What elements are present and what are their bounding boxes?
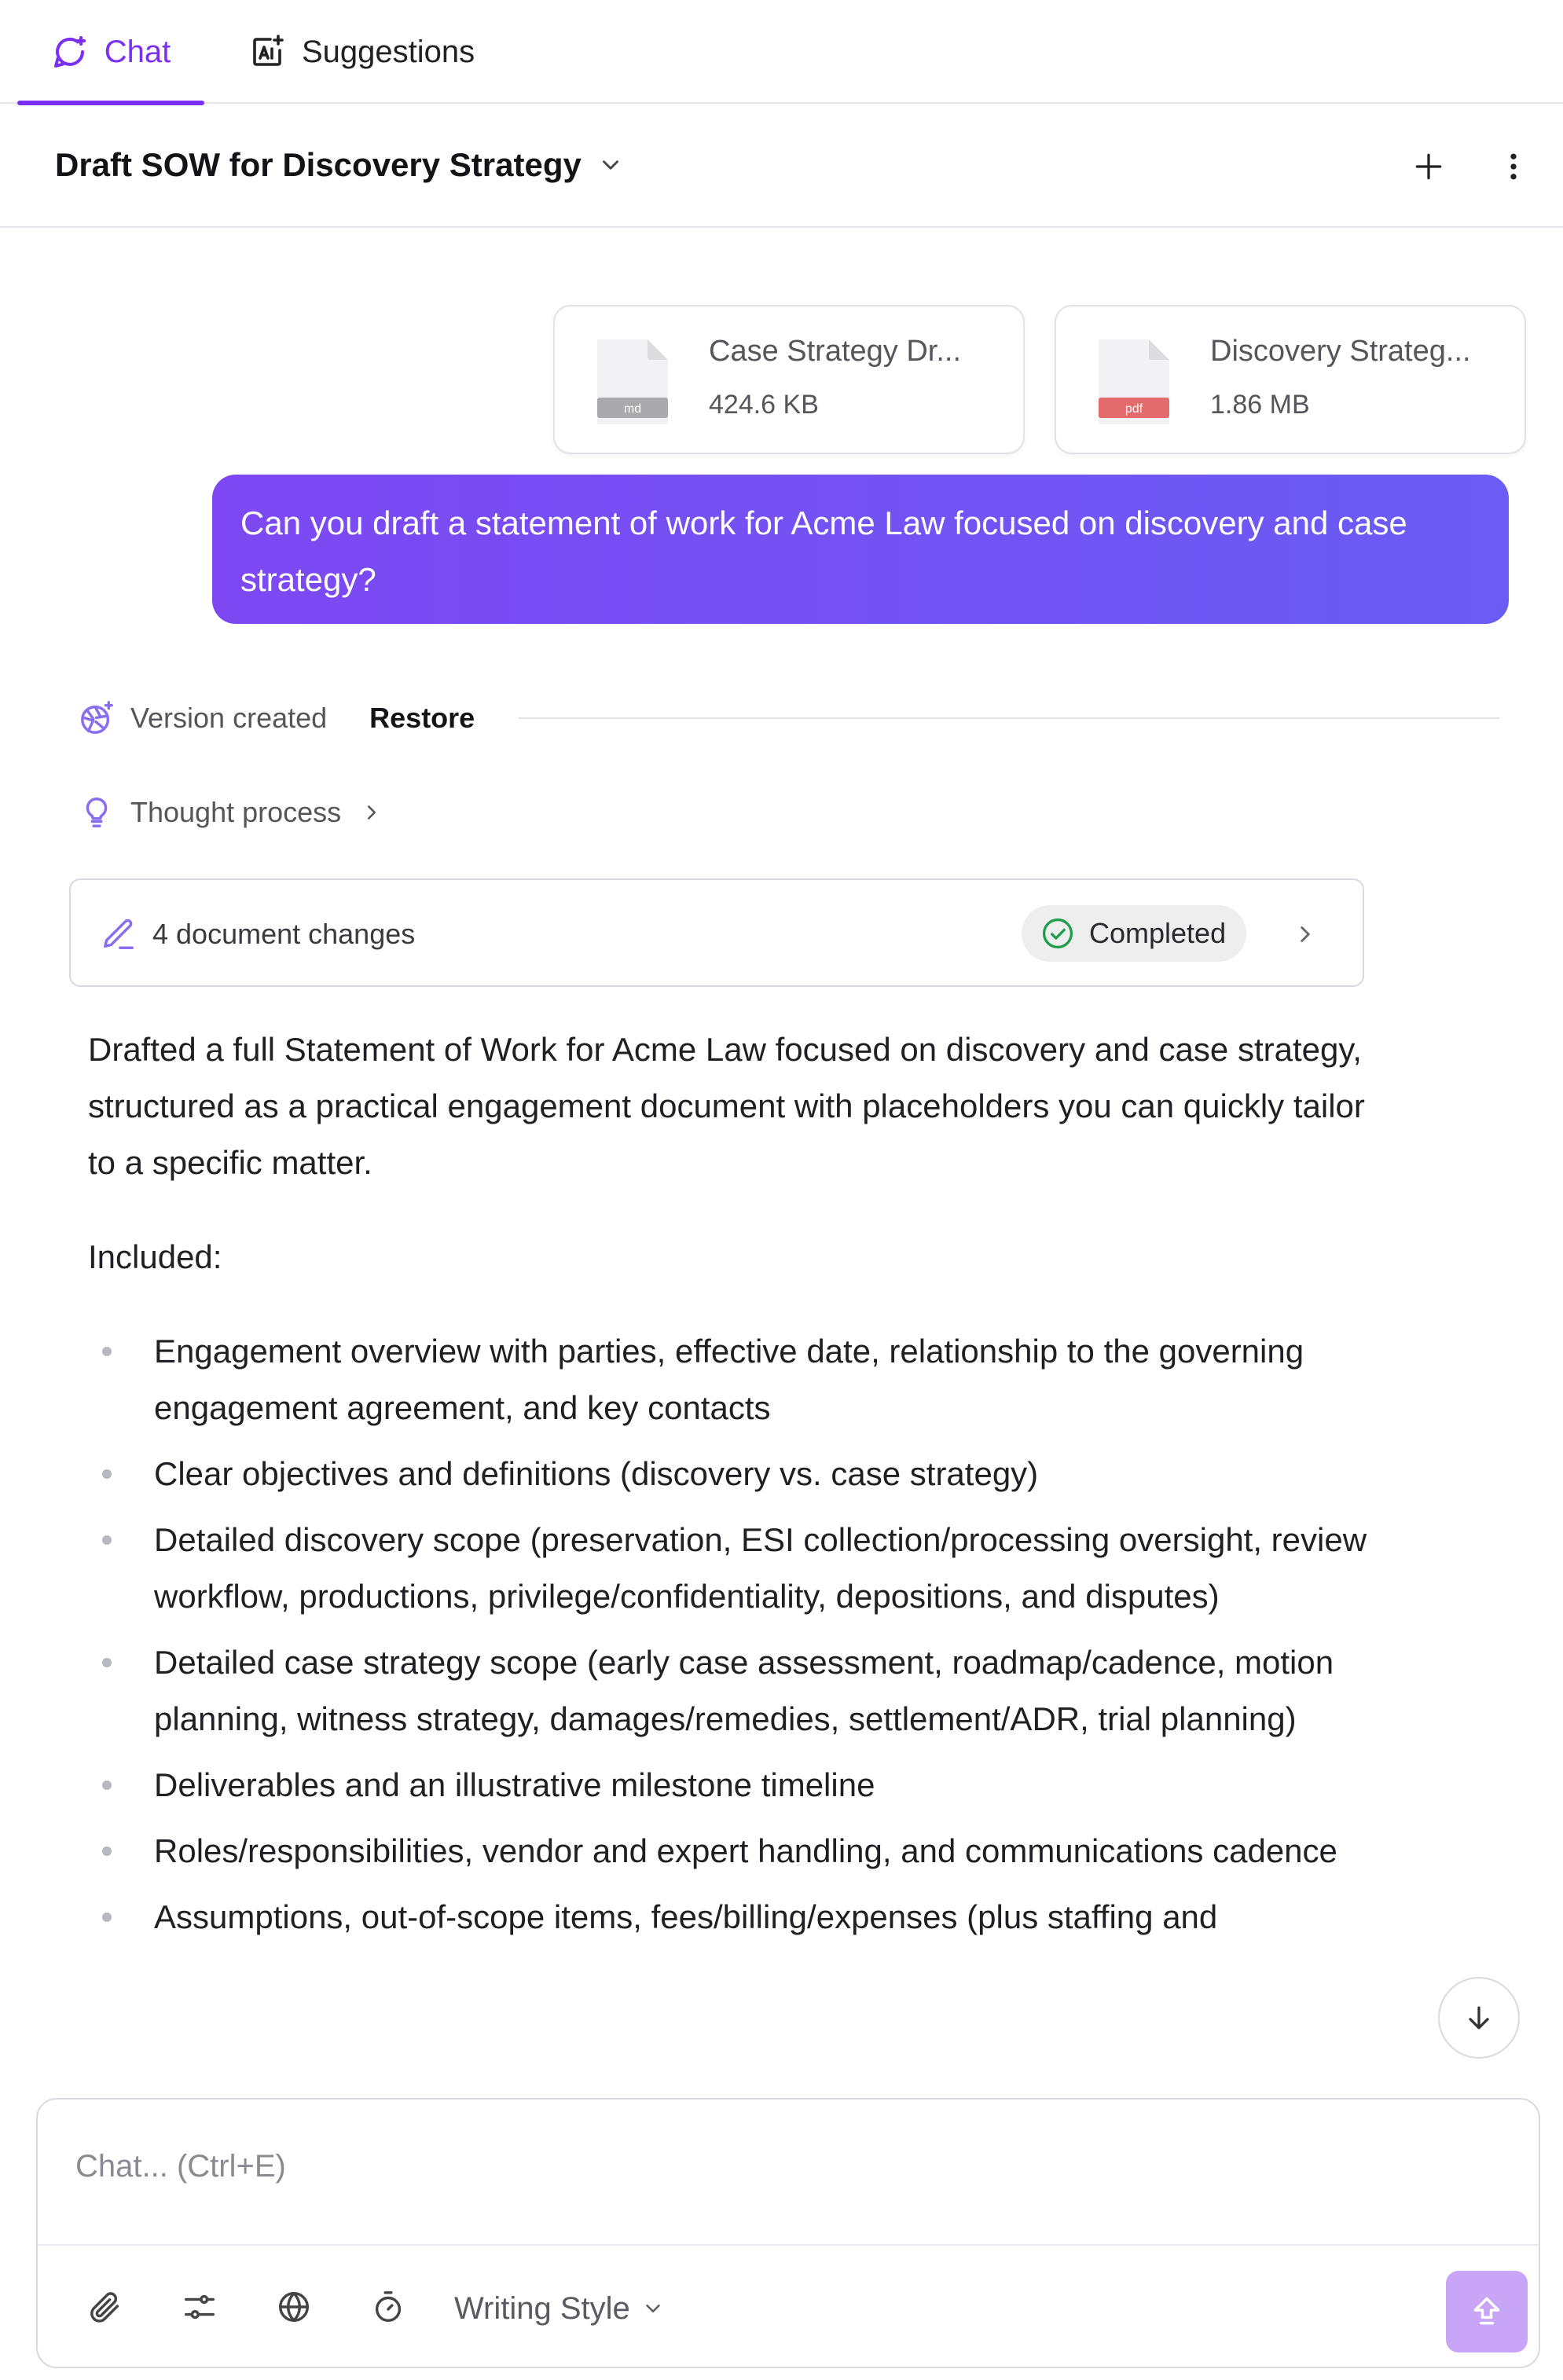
- divider: [519, 717, 1499, 719]
- attachment-size: 424.6 KB: [709, 390, 819, 420]
- tab-chat[interactable]: [17, 0, 204, 104]
- chat-composer: [36, 2098, 1540, 2368]
- plus-icon: [1411, 149, 1446, 184]
- list-item: Detailed discovery scope (preservation, ESI collection/processing oversight, review workflow, productions, privilege/confidentiality, depositions, and disputes): [88, 1512, 1377, 1625]
- ai-sparkle-icon: [248, 33, 286, 71]
- pdf-file-icon: [1097, 338, 1171, 426]
- conversation-title: Draft SOW for Discovery Strategy: [55, 146, 582, 183]
- lightbulb-icon: [79, 794, 115, 831]
- response-intro: Drafted a full Statement of Work for Acme Law focused on discovery and case strategy, structured as a practical engagement document with placeholders you can quickly tailor to a specific matter.: [88, 1031, 1365, 1181]
- file-type-label: md: [623, 402, 642, 416]
- attachment-card[interactable]: [553, 305, 1025, 454]
- check-circle-icon: [1040, 916, 1075, 951]
- paperclip-icon: [87, 2289, 123, 2325]
- more-vertical-icon: [1496, 149, 1531, 184]
- user-message-bubble: Can you draft a statement of work for Acme Law focused on discovery and case strategy?: [212, 475, 1509, 624]
- globe-icon: [276, 2289, 312, 2325]
- document-changes-card[interactable]: [69, 878, 1364, 987]
- timer-button[interactable]: [365, 2283, 412, 2330]
- chat-input[interactable]: [75, 2131, 1490, 2202]
- version-row: [79, 695, 1499, 742]
- list-item: Roles/responsibilities, vendor and expert handling, and communications cadence: [88, 1823, 1377, 1879]
- chat-icon: [51, 33, 89, 71]
- list-item: Engagement overview with parties, effective date, relationship to the governing engagement agreement, and key contacts: [88, 1323, 1377, 1436]
- thought-process-toggle[interactable]: [79, 789, 383, 836]
- more-options-button[interactable]: [1491, 145, 1535, 189]
- chevron-down-icon: [641, 2297, 665, 2320]
- file-type-label: pdf: [1125, 402, 1143, 416]
- conversation-header: [0, 105, 1563, 228]
- list-item: Deliverables and an illustrative milestone timeline: [88, 1757, 1377, 1813]
- aperture-sparkle-icon: [79, 700, 115, 736]
- attachment-card[interactable]: [1055, 305, 1526, 454]
- web-search-button[interactable]: [270, 2283, 317, 2330]
- document-changes-label: 4 document changes: [152, 918, 416, 950]
- status-badge-label: Completed: [1089, 917, 1227, 949]
- chevron-right-icon: [1292, 921, 1319, 948]
- tab-suggestions-label: Suggestions: [302, 34, 475, 69]
- included-heading: Included:: [88, 1238, 222, 1275]
- status-badge: [1022, 905, 1246, 962]
- send-button[interactable]: [1446, 2271, 1528, 2352]
- timer-icon: [370, 2289, 406, 2325]
- writing-style-label: Writing Style: [454, 2290, 630, 2326]
- tab-suggestions[interactable]: [248, 0, 475, 104]
- new-chat-button[interactable]: [1407, 145, 1451, 189]
- composer-divider: [38, 2244, 1539, 2246]
- attach-button[interactable]: [82, 2283, 129, 2330]
- send-arrow-icon: [1469, 2294, 1504, 2329]
- conversation-title-dropdown[interactable]: [55, 146, 624, 184]
- sliders-icon: [182, 2289, 218, 2325]
- tab-chat-label: Chat: [104, 34, 171, 69]
- arrow-down-icon: [1462, 2000, 1496, 2035]
- scroll-to-bottom-button[interactable]: [1438, 1977, 1520, 2059]
- writing-style-dropdown[interactable]: [454, 2286, 665, 2330]
- markdown-file-icon: [596, 338, 670, 426]
- tab-bar: [0, 0, 1563, 104]
- attachment-name: Discovery Strateg...: [1210, 335, 1471, 368]
- restore-button[interactable]: Restore: [369, 702, 475, 734]
- chevron-down-icon: [597, 152, 624, 178]
- chevron-right-icon: [360, 801, 383, 824]
- thought-process-label: Thought process: [130, 796, 342, 828]
- options-button[interactable]: [176, 2283, 223, 2330]
- version-created-text: Version created: [130, 702, 328, 734]
- list-item: Detailed case strategy scope (early case assessment, roadmap/cadence, motion planning, witness strategy, damages/remedies, settlement/ADR, trial planning): [88, 1634, 1377, 1747]
- assistant-response: [88, 1021, 1377, 1955]
- list-item: Clear objectives and definitions (discovery vs. case strategy): [88, 1446, 1377, 1502]
- attachment-size: 1.86 MB: [1210, 390, 1310, 420]
- attachment-name: Case Strategy Dr...: [709, 335, 962, 368]
- pencil-icon: [101, 916, 137, 952]
- list-item: Assumptions, out-of-scope items, fees/billing/expenses (plus staffing and: [88, 1889, 1377, 1945]
- included-list: [88, 1323, 1377, 1945]
